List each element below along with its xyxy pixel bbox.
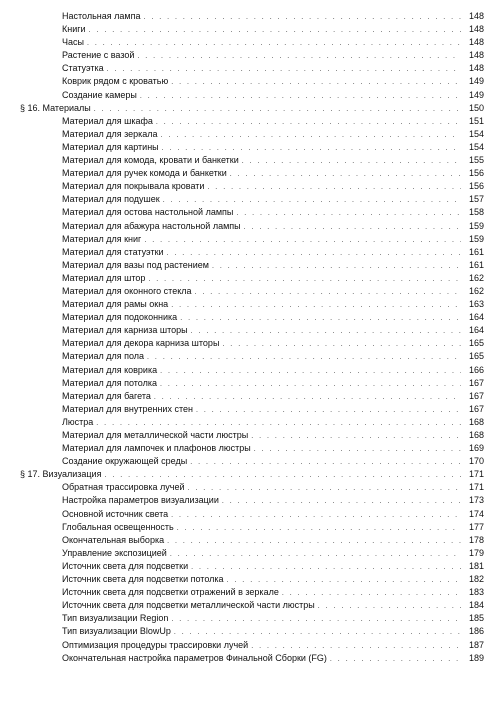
toc-entry-page-number: 173 xyxy=(468,495,484,506)
toc-entry-page-number: 149 xyxy=(468,89,484,100)
toc-entry-title: Коврик рядом с кроватью xyxy=(62,76,169,87)
toc-entry-title: Материал для рамы окна xyxy=(62,299,169,310)
toc-entry xyxy=(20,115,484,128)
toc-entry xyxy=(20,639,484,652)
toc-entry-title: Материал для потолка xyxy=(62,377,158,388)
toc-entry xyxy=(20,246,484,259)
dot-leader xyxy=(171,299,461,312)
toc-entry-title: Материал для подоконника xyxy=(62,312,178,323)
dot-leader xyxy=(191,325,461,338)
dot-leader xyxy=(140,90,461,103)
toc-entry-page-number: 154 xyxy=(468,141,484,152)
toc-entry-title: Оптимизация процедуры трассировки лучей xyxy=(62,639,249,650)
toc-entry xyxy=(20,337,484,350)
toc-entry-title: Глобальная освещенность xyxy=(62,521,174,532)
toc-entry xyxy=(20,403,484,416)
toc-entry-title: Люстра xyxy=(62,416,94,427)
toc-entry-page-number: 164 xyxy=(468,325,484,336)
toc-entry-title: Настройка параметров визуализации xyxy=(62,495,219,506)
toc-entry-title: Материал для шкафа xyxy=(62,115,153,126)
toc-entry-page-number: 148 xyxy=(468,11,484,21)
toc-entry xyxy=(20,272,484,285)
toc-entry-title: Основной источник света xyxy=(62,508,169,519)
toc-entry-title: Окончательная выборка xyxy=(62,534,165,545)
toc-entry xyxy=(20,455,484,468)
toc-entry-title: Материал для остова настольной лампы xyxy=(62,207,234,218)
toc-entry xyxy=(20,573,484,586)
dot-leader xyxy=(89,24,461,37)
toc-entry xyxy=(20,10,484,23)
toc-entry-title: § 16. Материалы xyxy=(20,102,91,113)
toc-entry-title: Управление экспозицией xyxy=(62,547,167,558)
dot-leader xyxy=(160,365,461,378)
toc-entry-title: Материал для комода, кровати и банкетки xyxy=(62,155,239,166)
toc-entry xyxy=(20,75,484,88)
dot-leader xyxy=(154,391,461,404)
toc-entry xyxy=(20,599,484,612)
toc-entry-page-number: 150 xyxy=(468,102,484,113)
toc-entry-page-number: 165 xyxy=(468,338,484,349)
dot-leader xyxy=(161,129,461,142)
toc-entry xyxy=(20,89,484,102)
toc-entry-page-number: 169 xyxy=(468,443,484,454)
toc-entry-page-number: 167 xyxy=(468,377,484,388)
toc-entry-page-number: 168 xyxy=(468,416,484,427)
toc-entry xyxy=(20,652,484,665)
toc-entry-page-number: 186 xyxy=(468,626,484,637)
toc-entry-title: Создание окружающей среды xyxy=(62,456,188,467)
toc-entry xyxy=(20,612,484,625)
dot-leader xyxy=(148,273,461,286)
toc-entry-page-number: 168 xyxy=(468,430,484,440)
toc-entry xyxy=(20,508,484,521)
toc-entry-title: Материал для зеркала xyxy=(62,128,158,139)
toc-entry xyxy=(20,547,484,560)
toc-entry-title: Материал для внутренних стен xyxy=(62,403,193,414)
toc-entry-title: Источник света для подсветки потолка xyxy=(62,574,224,585)
toc-entry-page-number: 155 xyxy=(468,155,484,166)
toc-entry xyxy=(20,534,484,547)
toc-entry-page-number: 161 xyxy=(468,246,484,257)
toc-entry xyxy=(20,311,484,324)
dot-leader xyxy=(318,600,461,613)
dot-leader xyxy=(236,207,461,220)
toc-entry-page-number: 159 xyxy=(468,233,484,244)
toc-entry xyxy=(20,442,484,455)
toc-entry-page-number: 178 xyxy=(468,534,484,545)
toc-entry-title: Материал для покрывала кровати xyxy=(62,181,205,192)
dot-leader xyxy=(177,522,461,535)
toc-entry-page-number: 187 xyxy=(468,639,484,650)
dot-leader xyxy=(144,234,461,247)
toc-entry-page-number: 148 xyxy=(468,24,484,35)
dot-leader xyxy=(195,286,461,299)
toc-entry xyxy=(20,259,484,272)
toc-entry xyxy=(20,364,484,377)
toc-entry xyxy=(20,23,484,36)
toc-entry-page-number: 177 xyxy=(468,521,484,532)
dot-leader xyxy=(87,37,461,50)
toc-entry xyxy=(20,154,484,167)
toc-entry xyxy=(20,350,484,363)
toc-entry-title: Материал для металлической части люстры xyxy=(62,430,249,440)
toc-entry xyxy=(20,233,484,246)
dot-leader xyxy=(171,613,461,626)
toc-entry-page-number: 181 xyxy=(468,560,484,571)
dot-leader xyxy=(196,404,461,417)
toc-entry-page-number: 167 xyxy=(468,390,484,401)
dot-leader xyxy=(212,260,461,273)
toc-entry-page-number: 185 xyxy=(468,613,484,624)
dot-leader xyxy=(160,378,461,391)
dot-leader xyxy=(143,11,461,24)
dot-leader xyxy=(254,443,461,456)
dot-leader xyxy=(330,653,461,666)
toc-entry-page-number: 166 xyxy=(468,364,484,375)
dot-leader xyxy=(222,495,461,508)
dot-leader xyxy=(147,351,461,364)
toc-entry-page-number: 162 xyxy=(468,272,484,283)
dot-leader xyxy=(171,76,461,89)
toc-entry xyxy=(20,298,484,311)
toc-entry-title: Материал для абажура настольной лампы xyxy=(62,220,241,231)
toc-entry-title: Тип визуализации BlowUp xyxy=(62,626,171,637)
toc-entry-title: Книги xyxy=(62,24,86,35)
toc-entry-page-number: 159 xyxy=(468,220,484,231)
toc-entry-title: Источник света для подсветки металлической части люстры xyxy=(62,600,315,611)
toc-entry-title: Материал для подушек xyxy=(62,194,160,205)
dot-leader xyxy=(190,456,461,469)
toc-entry-title: Обратная трассировка лучей xyxy=(62,482,185,493)
toc-entry-page-number: 163 xyxy=(468,299,484,310)
toc-entry-title: Окончательная настройка параметров Финальной Сборки (FG) xyxy=(62,652,327,663)
toc-entry-title: Материал для штор xyxy=(62,272,146,283)
toc-entry-title: Материал для коврика xyxy=(62,364,158,375)
toc-entry-title: Материал для вазы под растением xyxy=(62,259,209,270)
toc-entry-title: Источник света для подсветки отражений в зеркале xyxy=(62,587,279,598)
toc-entry-page-number: 179 xyxy=(468,547,484,558)
toc-entry-page-number: 184 xyxy=(468,600,484,611)
toc-entry-page-number: 182 xyxy=(468,574,484,585)
toc-entry-title: Материал для книг xyxy=(62,233,142,244)
toc-entry-page-number: 149 xyxy=(468,76,484,87)
toc-entry xyxy=(20,324,484,337)
toc-entry xyxy=(20,220,484,233)
toc-entry-title: Материал для декора карниза шторы xyxy=(62,338,220,349)
toc-entry-page-number: 171 xyxy=(468,482,484,493)
toc-entry xyxy=(20,285,484,298)
toc-entry xyxy=(20,141,484,154)
toc-entry-page-number: 148 xyxy=(468,37,484,48)
dot-leader xyxy=(251,430,461,443)
toc-entry-title: Материал для багета xyxy=(62,390,151,401)
toc-entry-title: Настольная лампа xyxy=(62,11,141,21)
toc-entry-page-number: 167 xyxy=(468,403,484,414)
dot-leader xyxy=(171,509,461,522)
toc-entry-title: Источник света для подсветки xyxy=(62,560,189,571)
toc-entry xyxy=(20,521,484,534)
toc-entry xyxy=(20,625,484,638)
toc-entry xyxy=(20,560,484,573)
toc-entry xyxy=(20,586,484,599)
toc-entry-page-number: 189 xyxy=(468,652,484,663)
toc-entry xyxy=(20,36,484,49)
toc-entry-title: Материал для ручек комода и банкетки xyxy=(62,168,227,179)
toc-entry xyxy=(20,167,484,180)
toc-entry-page-number: 170 xyxy=(468,456,484,467)
toc-entry-page-number: 164 xyxy=(468,312,484,323)
toc-entry xyxy=(20,128,484,141)
toc-entry xyxy=(20,206,484,219)
toc-entry xyxy=(20,49,484,62)
toc-entry-title: § 17. Визуализация xyxy=(20,469,102,480)
toc-section-heading xyxy=(20,468,484,481)
toc-entry xyxy=(20,377,484,390)
toc-entry-page-number: 183 xyxy=(468,587,484,598)
toc-entry xyxy=(20,62,484,75)
dot-leader xyxy=(170,548,461,561)
toc-entry xyxy=(20,429,484,442)
toc-entry xyxy=(20,481,484,494)
toc-entry-page-number: 156 xyxy=(468,168,484,179)
dot-leader xyxy=(167,535,461,548)
toc-entry xyxy=(20,193,484,206)
toc-entry-page-number: 154 xyxy=(468,128,484,139)
toc-entry-page-number: 157 xyxy=(468,194,484,205)
toc-entry-title: Материал для оконного стекла xyxy=(62,285,192,296)
toc-entry-page-number: 158 xyxy=(468,207,484,218)
toc-entry-page-number: 162 xyxy=(468,285,484,296)
toc-entry-page-number: 161 xyxy=(468,259,484,270)
dot-leader xyxy=(207,181,461,194)
dot-leader xyxy=(167,247,461,260)
toc-entry-page-number: 151 xyxy=(468,115,484,126)
toc-entry-title: Материал для карниза шторы xyxy=(62,325,188,336)
dot-leader xyxy=(156,116,461,129)
toc-entry-page-number: 148 xyxy=(468,63,484,74)
toc-entry xyxy=(20,180,484,193)
toc-entry-page-number: 156 xyxy=(468,181,484,192)
toc-entry-title: Создание камеры xyxy=(62,89,137,100)
toc-entry-page-number: 171 xyxy=(468,469,484,480)
toc-entry xyxy=(20,416,484,429)
toc-entry-title: Статуэтка xyxy=(62,63,104,74)
toc-entry-title: Материал для статуэтки xyxy=(62,246,164,257)
toc-entry xyxy=(20,494,484,507)
table-of-contents xyxy=(20,10,484,665)
toc-entry-title: Часы xyxy=(62,37,84,48)
dot-leader xyxy=(230,168,461,181)
toc-entry-title: Тип визуализации Region xyxy=(62,613,169,624)
dot-leader xyxy=(188,482,461,495)
toc-entry-page-number: 174 xyxy=(468,508,484,519)
toc-entry-page-number: 148 xyxy=(468,50,484,61)
dot-leader xyxy=(180,312,461,325)
dot-leader xyxy=(222,338,461,351)
toc-section-heading xyxy=(20,102,484,115)
dot-leader xyxy=(191,561,461,574)
toc-entry-title: Материал для лампочек и плафонов люстры xyxy=(62,443,251,454)
dot-leader xyxy=(242,155,461,168)
toc-entry-page-number: 165 xyxy=(468,351,484,362)
toc-entry-title: Растение с вазой xyxy=(62,50,135,61)
dot-leader xyxy=(244,221,461,234)
toc-entry-title: Материал для картины xyxy=(62,141,159,152)
toc-entry-title: Материал для пола xyxy=(62,351,145,362)
dot-leader xyxy=(137,50,461,63)
toc-entry xyxy=(20,390,484,403)
